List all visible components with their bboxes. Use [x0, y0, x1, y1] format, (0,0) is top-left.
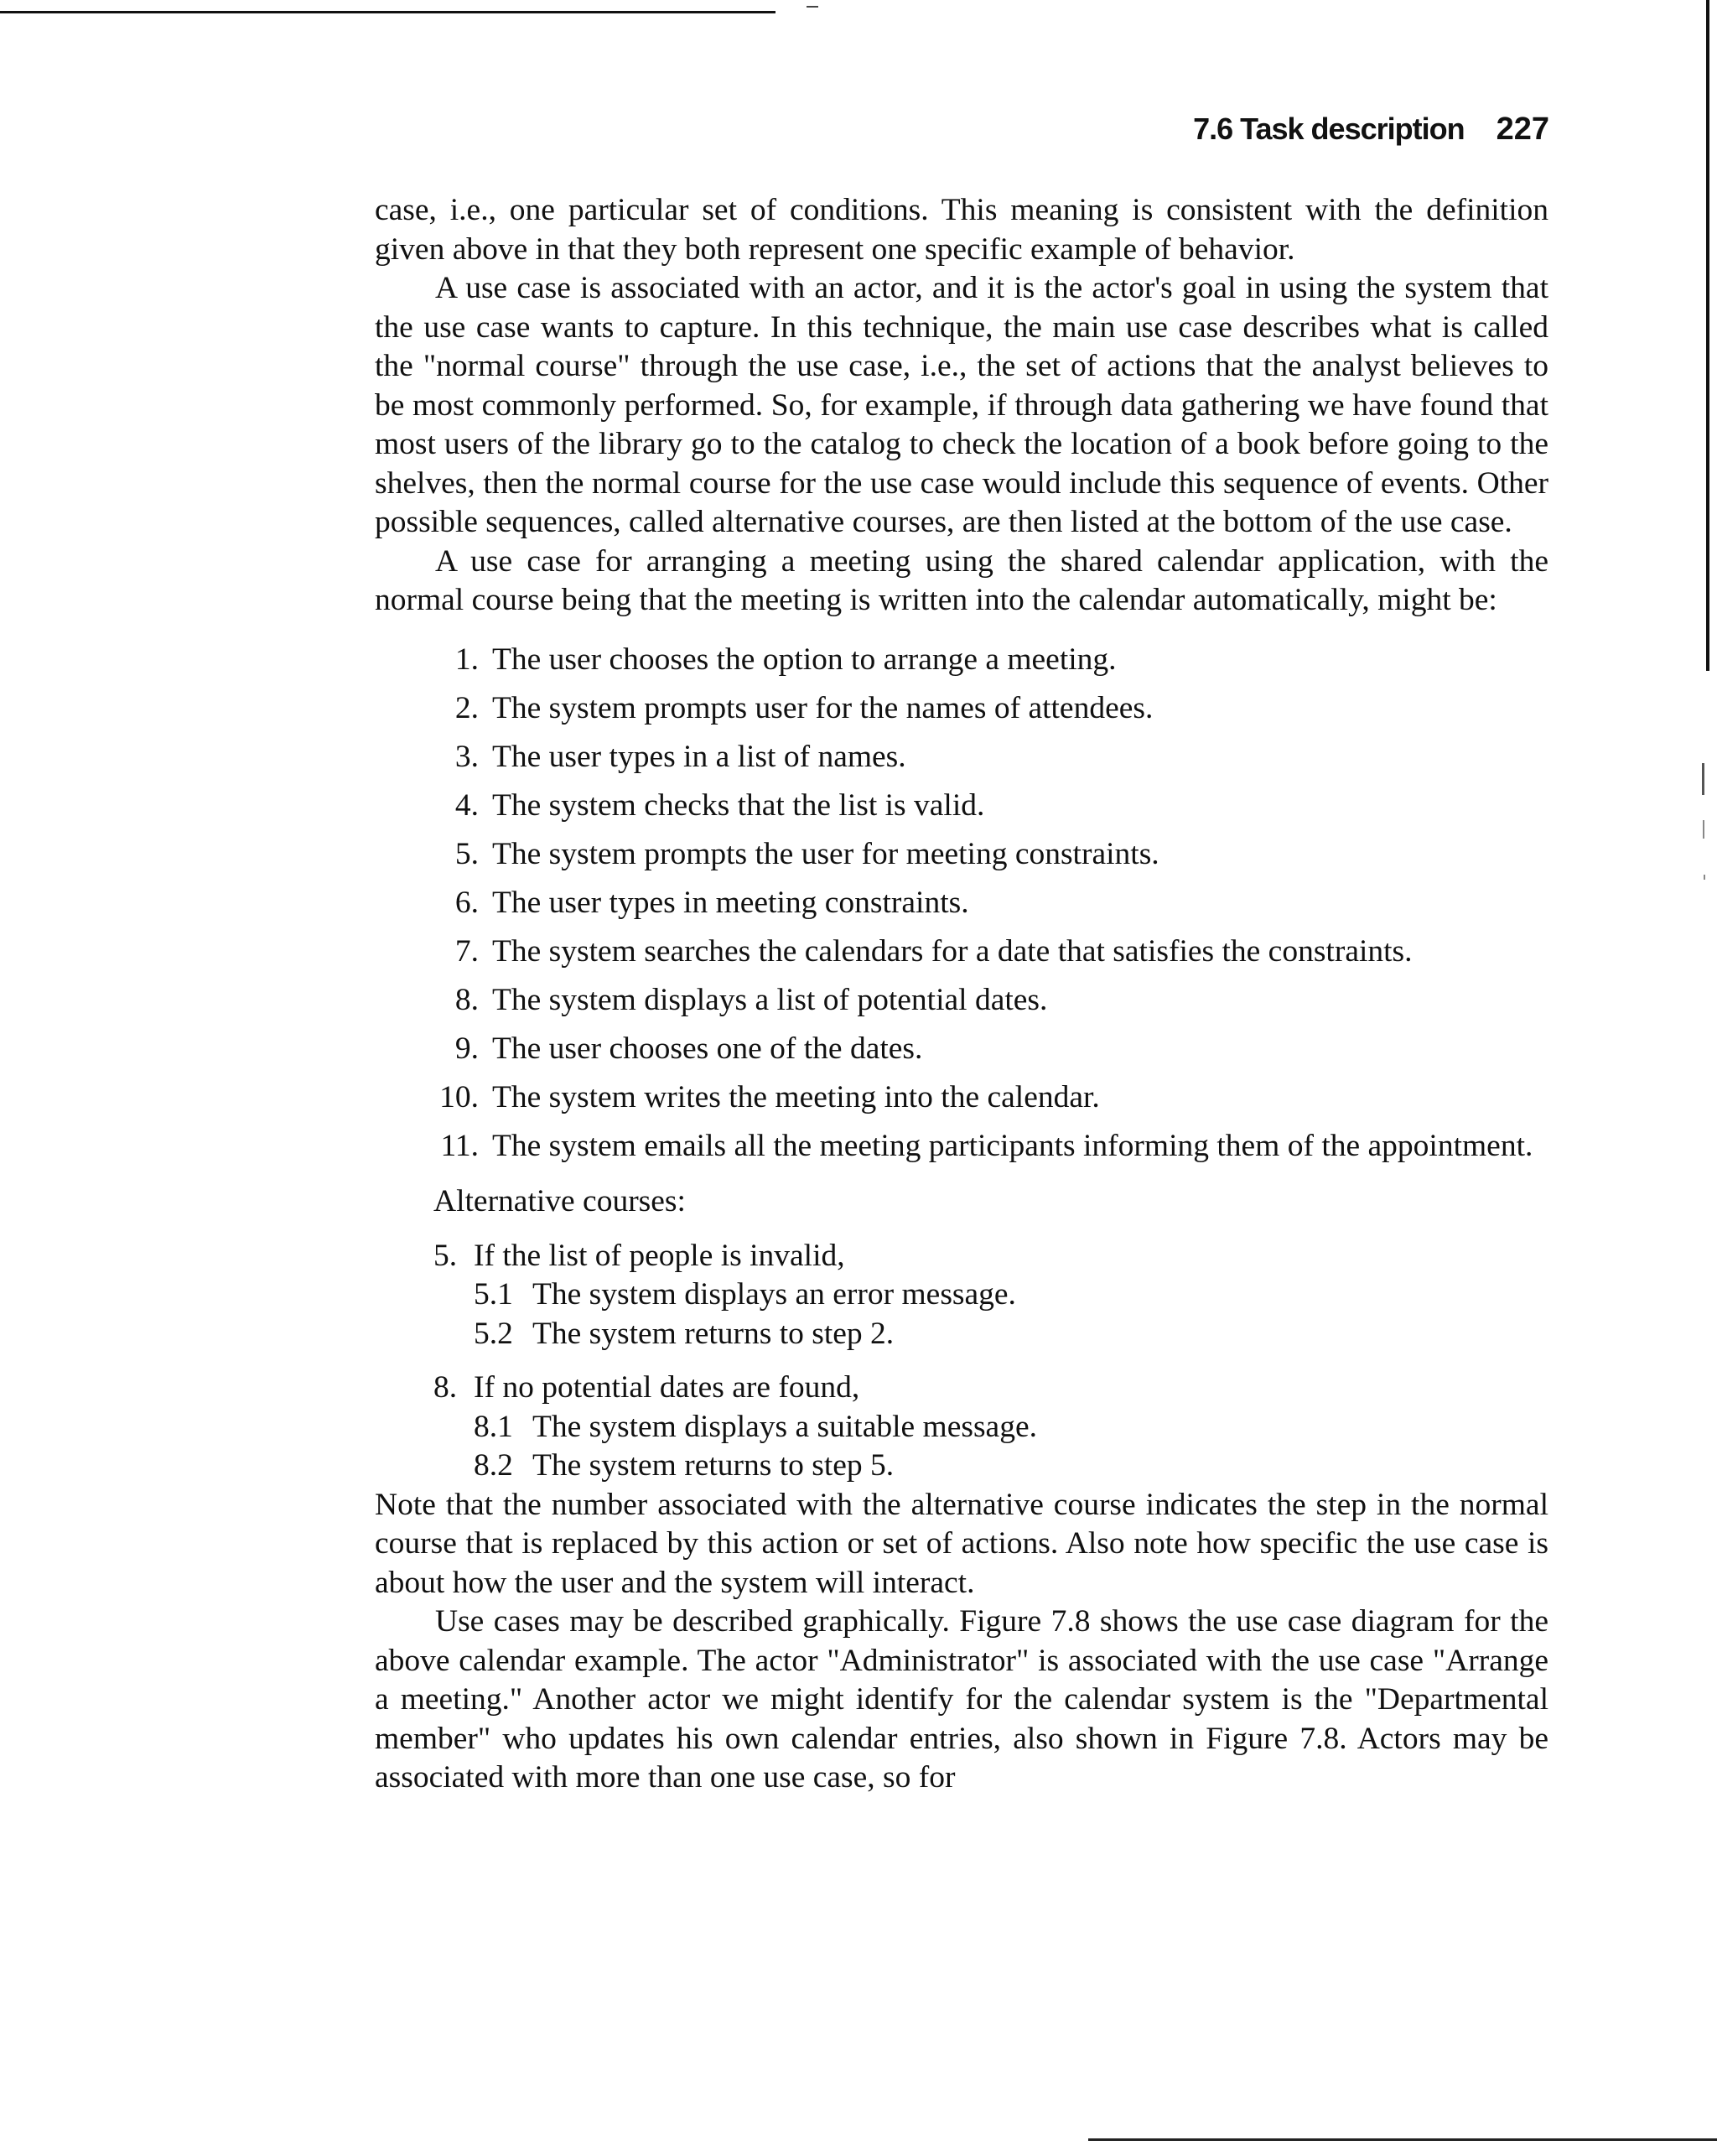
alternative-substep [433, 1315, 1548, 1354]
list-item [375, 689, 1548, 729]
substep-number: 8.1 [474, 1409, 513, 1444]
step-text: The system displays a list of potential dates. [492, 982, 1048, 1017]
section-title: 7.6 Task description [1193, 112, 1465, 146]
step-number: 11. [440, 1128, 479, 1163]
page-number: 227 [1496, 112, 1549, 147]
substep-number: 5.1 [474, 1277, 513, 1312]
alt-text: If the list of people is invalid, [474, 1238, 845, 1273]
substep-number: 8.2 [474, 1448, 513, 1483]
bottom-rule [1088, 2138, 1717, 2141]
step-text: The user types in meeting constraints. [492, 885, 969, 920]
page-body [375, 191, 1548, 1798]
alternative-substep [433, 1447, 1548, 1486]
step-text: The user types in a list of names. [492, 739, 906, 774]
step-text: The system checks that the list is valid. [492, 787, 985, 823]
paragraph: Use cases may be described graphically. Figure 7.8 shows the use case diagram for the above calendar example. The actor "Administrator" is associated with the use case "Arrange a meeting." Another actor we might identify for the calendar system is the "Departmental member" who updates his own calendar entries, also shown in Figure 7.8. Actors may be associated with more than one use case, so for [375, 1604, 1548, 1795]
step-number: 4. [454, 787, 479, 823]
step-text: The system prompts the user for meeting constraints. [492, 836, 1159, 871]
alternative-course [433, 1369, 1548, 1486]
alternative-substep [433, 1408, 1548, 1447]
step-text: The system emails all the meeting participants informing them of the appointment. [492, 1128, 1533, 1163]
step-number: 6. [454, 885, 479, 920]
step-number: 2. [454, 690, 479, 725]
substep-text: The system returns to step 2. [532, 1316, 895, 1351]
scan-edge-mark [1703, 820, 1704, 839]
step-number: 3. [454, 739, 479, 774]
paragraph: A use case for arranging a meeting using the shared calendar application, with the normal course being that the meeting is written into the calendar automatically, might be: [375, 543, 1548, 617]
step-number: 9. [454, 1031, 479, 1066]
scan-edge-mark [1704, 875, 1705, 880]
paragraph: A use case is associated with an actor, and it is the actor's goal in using the system that the use case wants to capture. In this technique, the main use case describes what is called the "normal course" through the use case, i.e., the set of actions that the analyst believes to be most commonly performed. So, for example, if through data gathering we have found that most users of the library go to the catalog to check the location of a book before going to the shelves, then the normal course for the use case would include this sequence of events. Other possible sequences, called alternative courses, are then listed at the bottom of the use case. [375, 271, 1548, 539]
paragraph: Note that the number associated with the alternative course indicates the step in the normal course that is replaced by this action or set of actions. Also note how specific the use case is about how the user and the system will interact. [375, 1487, 1548, 1600]
alternative-condition [433, 1369, 1548, 1408]
alternative-course [433, 1237, 1548, 1354]
step-text: The system writes the meeting into the calendar. [492, 1079, 1100, 1114]
step-number: 8. [454, 982, 479, 1017]
top-tick-mark [807, 6, 818, 8]
alt-number: 5. [433, 1238, 458, 1273]
alternative-courses-heading: Alternative courses: [433, 1184, 686, 1218]
step-number: 10. [439, 1079, 479, 1114]
right-edge-rule [1706, 0, 1709, 671]
running-header [1193, 112, 1549, 158]
step-text: The system prompts user for the names of attendees. [492, 690, 1154, 725]
step-text: The user chooses the option to arrange a meeting. [492, 642, 1117, 677]
paragraph: case, i.e., one particular set of conditions. This meaning is consistent with the definition given above in that they both represent one specific example of behavior. [375, 193, 1548, 267]
scan-edge-mark [1702, 763, 1704, 795]
step-number: 7. [454, 933, 479, 969]
step-text: The user chooses one of the dates. [492, 1031, 923, 1066]
alt-number: 8. [433, 1370, 458, 1405]
substep-text: The system returns to step 5. [532, 1448, 895, 1483]
list-item [375, 787, 1548, 826]
list-item [375, 933, 1548, 972]
substep-text: The system displays a suitable message. [532, 1409, 1037, 1444]
step-text: The system searches the calendars for a date that satisfies the constraints. [492, 933, 1413, 969]
step-number: 1. [454, 642, 479, 677]
list-item [375, 738, 1548, 777]
top-rule [0, 11, 776, 13]
list-item [375, 1078, 1548, 1118]
normal-course-list [375, 641, 1548, 1166]
list-item [375, 1127, 1548, 1166]
substep-number: 5.2 [474, 1316, 513, 1351]
list-item [375, 641, 1548, 680]
alternative-condition [433, 1237, 1548, 1276]
list-item [375, 835, 1548, 875]
alternative-substep [433, 1275, 1548, 1315]
list-item [375, 981, 1548, 1021]
substep-text: The system displays an error message. [532, 1277, 1016, 1312]
list-item [375, 1030, 1548, 1069]
alt-text: If no potential dates are found, [474, 1370, 860, 1405]
step-number: 5. [454, 836, 479, 871]
list-item [375, 884, 1548, 923]
